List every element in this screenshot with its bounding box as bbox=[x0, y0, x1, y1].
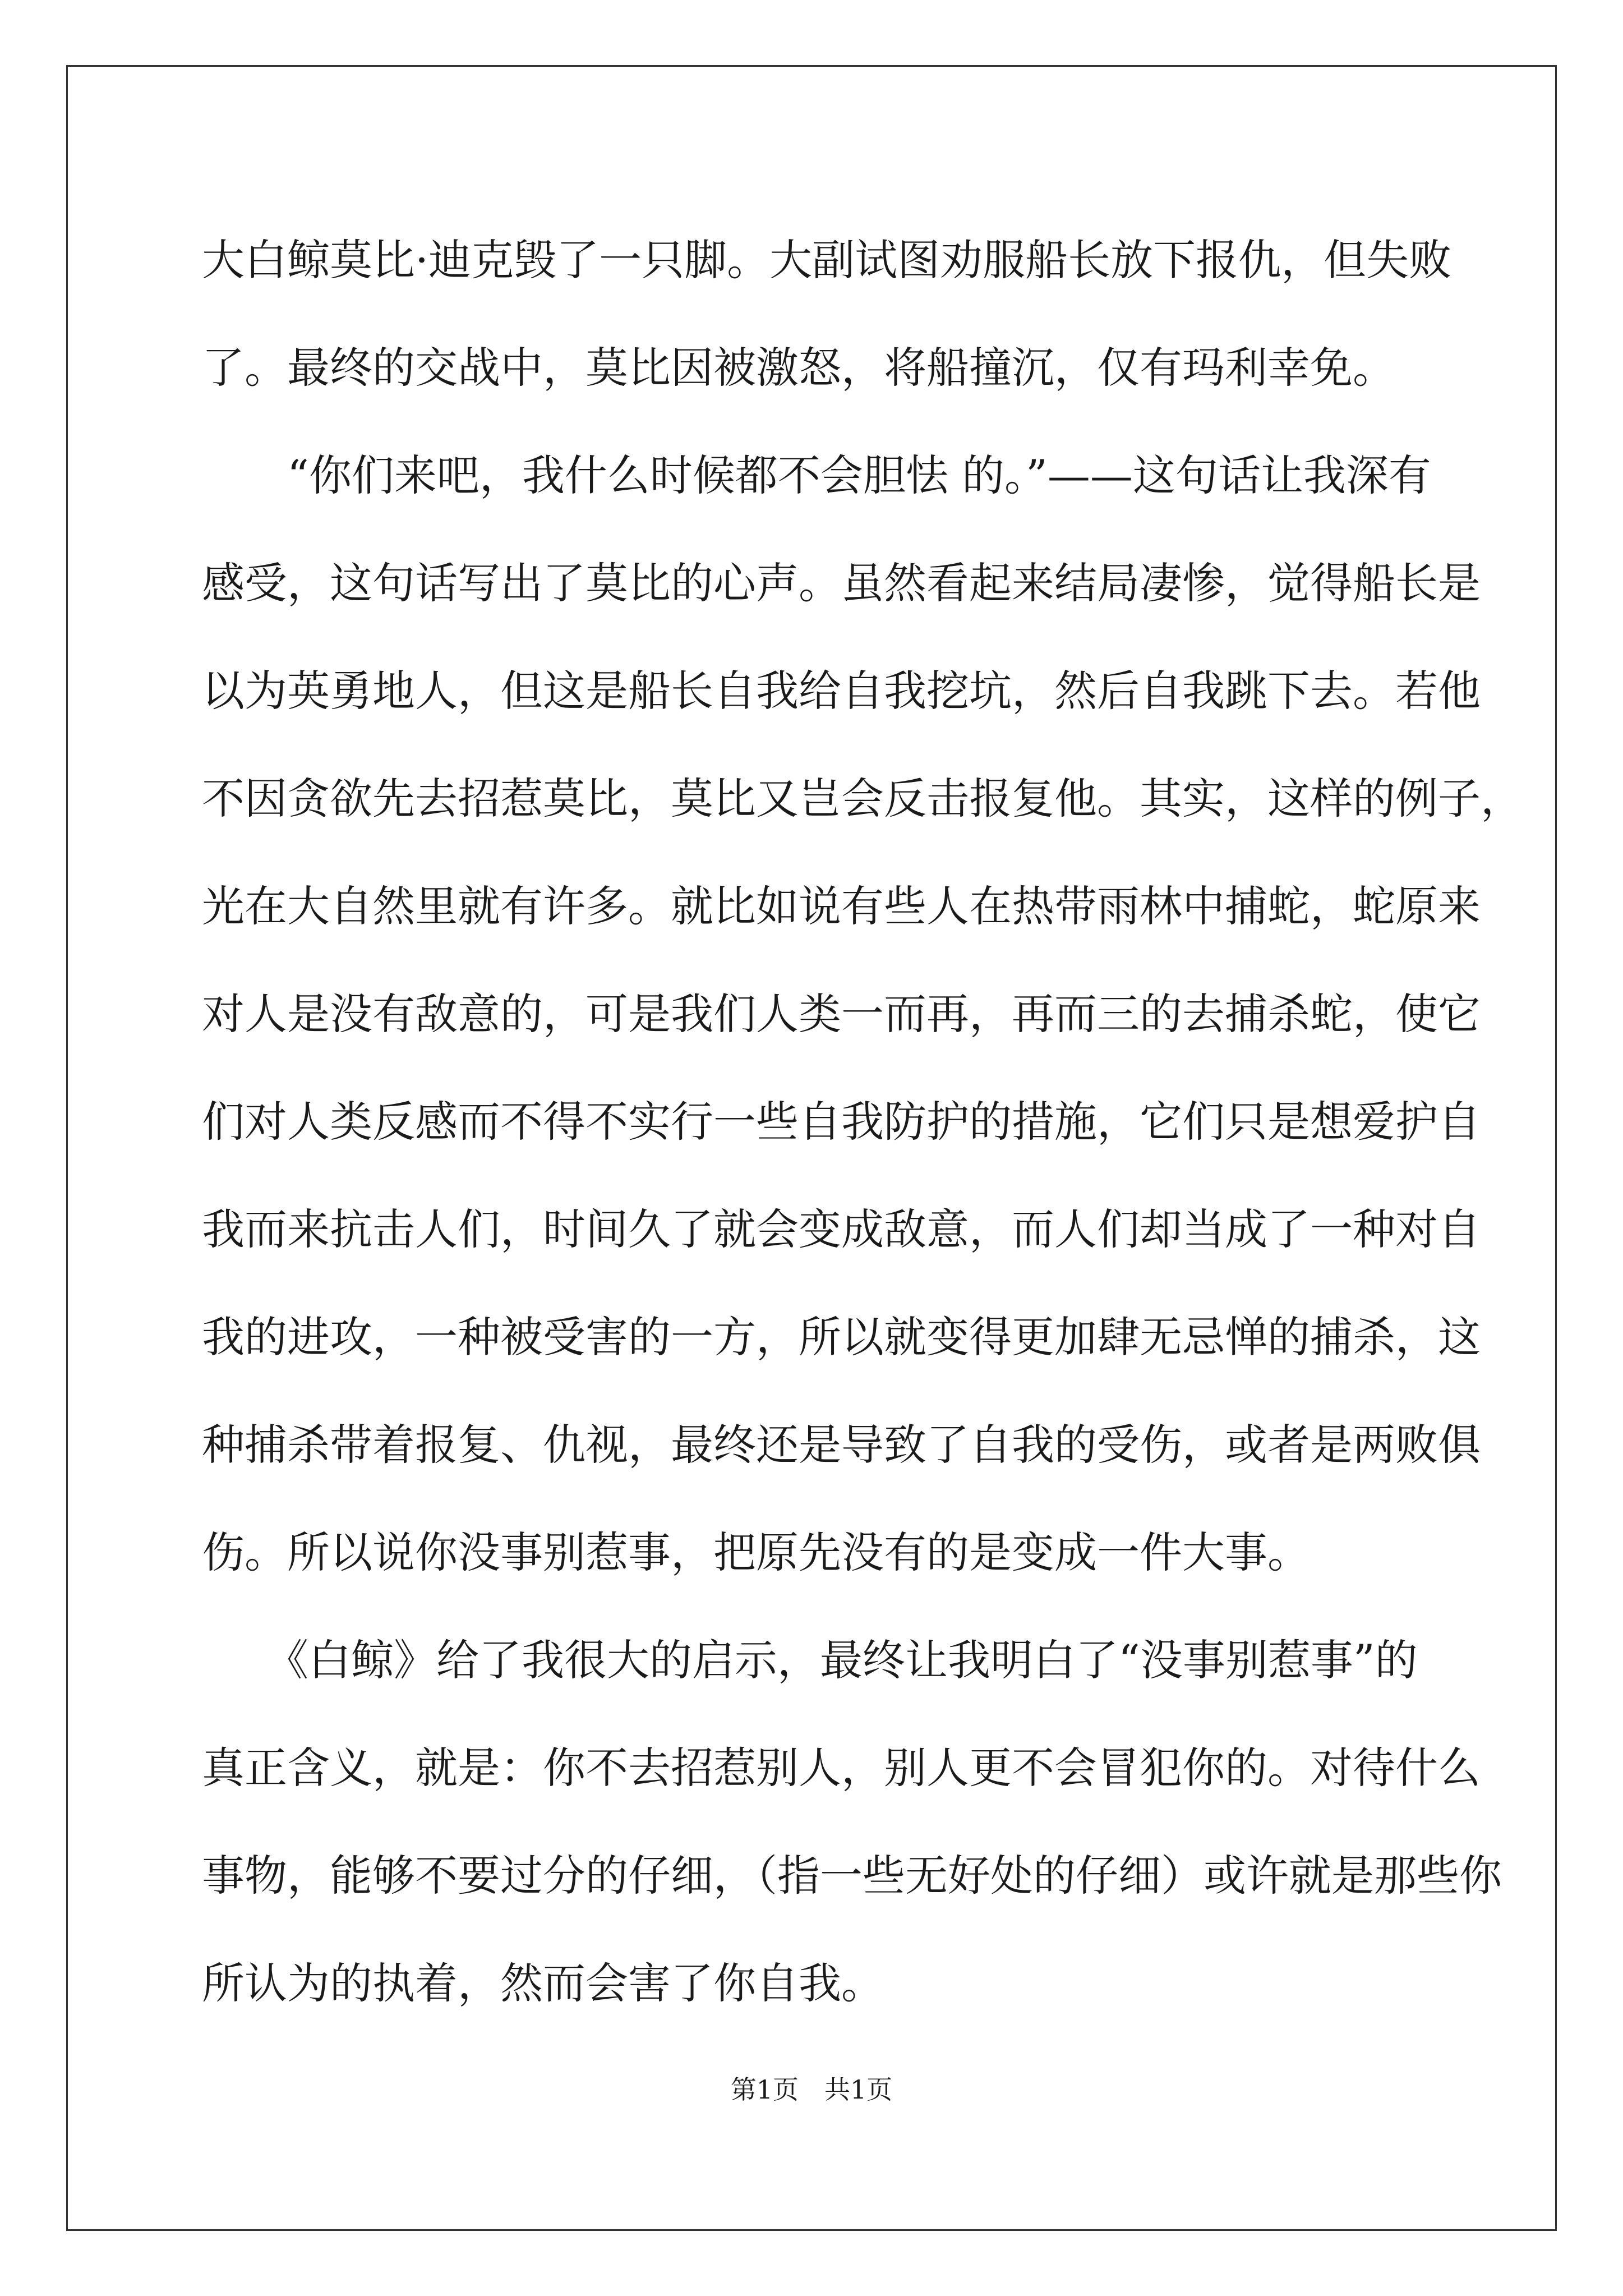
text-line: 们对人类反感而不得不实行一些自我防护的措施，它们只是想爱护自 bbox=[202, 1097, 1481, 1147]
text-line: 感受，这句话写出了莫比的心声。虽然看起来结局凄惨，觉得船长是 bbox=[202, 558, 1481, 608]
text-line: 真正含义，就是：你不去招惹别人，别人更不会冒犯你的。对待什么 bbox=[202, 1743, 1481, 1793]
text-line: 对人是没有敌意的，可是我们人类一而再，再而三的去捕杀蛇，使它 bbox=[202, 989, 1481, 1039]
text-line: 光在大自然里就有许多。就比如说有些人在热带雨林中捕蛇，蛇原来 bbox=[202, 881, 1481, 931]
text-line: 我的进攻，一种被受害的一方，所以就变得更加肆无忌惮的捕杀，这 bbox=[202, 1312, 1481, 1362]
text-line: 以为英勇地人，但这是船长自我给自我挖坑，然后自我跳下去。若他 bbox=[202, 666, 1481, 716]
text-line: 事物，能够不要过分的仔细，（指一些无好处的仔细）或许就是那些你 bbox=[202, 1851, 1502, 1901]
text-line: 不因贪欲先去招惹莫比，莫比又岂会反击报复他。其实，这样的例子， bbox=[202, 774, 1523, 823]
text-line: 了。最终的交战中，莫比因被激怒，将船撞沉，仅有玛利幸免。 bbox=[202, 343, 1395, 393]
document-body bbox=[202, 206, 1523, 2037]
text-line: 我而来抗击人们，时间久了就会变成敌意，而人们却当成了一种对自 bbox=[202, 1204, 1481, 1254]
text-line: 种捕杀带着报复、仇视，最终还是导致了自我的受伤，或者是两败俱 bbox=[202, 1420, 1481, 1470]
text-line: 所认为的执着，然而会害了你自我。 bbox=[202, 1958, 884, 2008]
text-line: 《白鲸》给了我很大的启示，最终让我明白了“没事别惹事”的 bbox=[202, 1635, 1418, 1685]
page-footer: 第1页 共1页 bbox=[730, 2074, 893, 2105]
text-line: 伤。所以说你没事别惹事，把原先没有的是变成一件大事。 bbox=[202, 1527, 1310, 1577]
text-line: “你们来吧，我什么时候都不会胆怯 的。”——这句话让我深有 bbox=[202, 450, 1431, 500]
text-line: 大白鲸莫比·迪克毁了一只脚。大副试图劝服船长放下报仇，但失败 bbox=[202, 235, 1452, 285]
